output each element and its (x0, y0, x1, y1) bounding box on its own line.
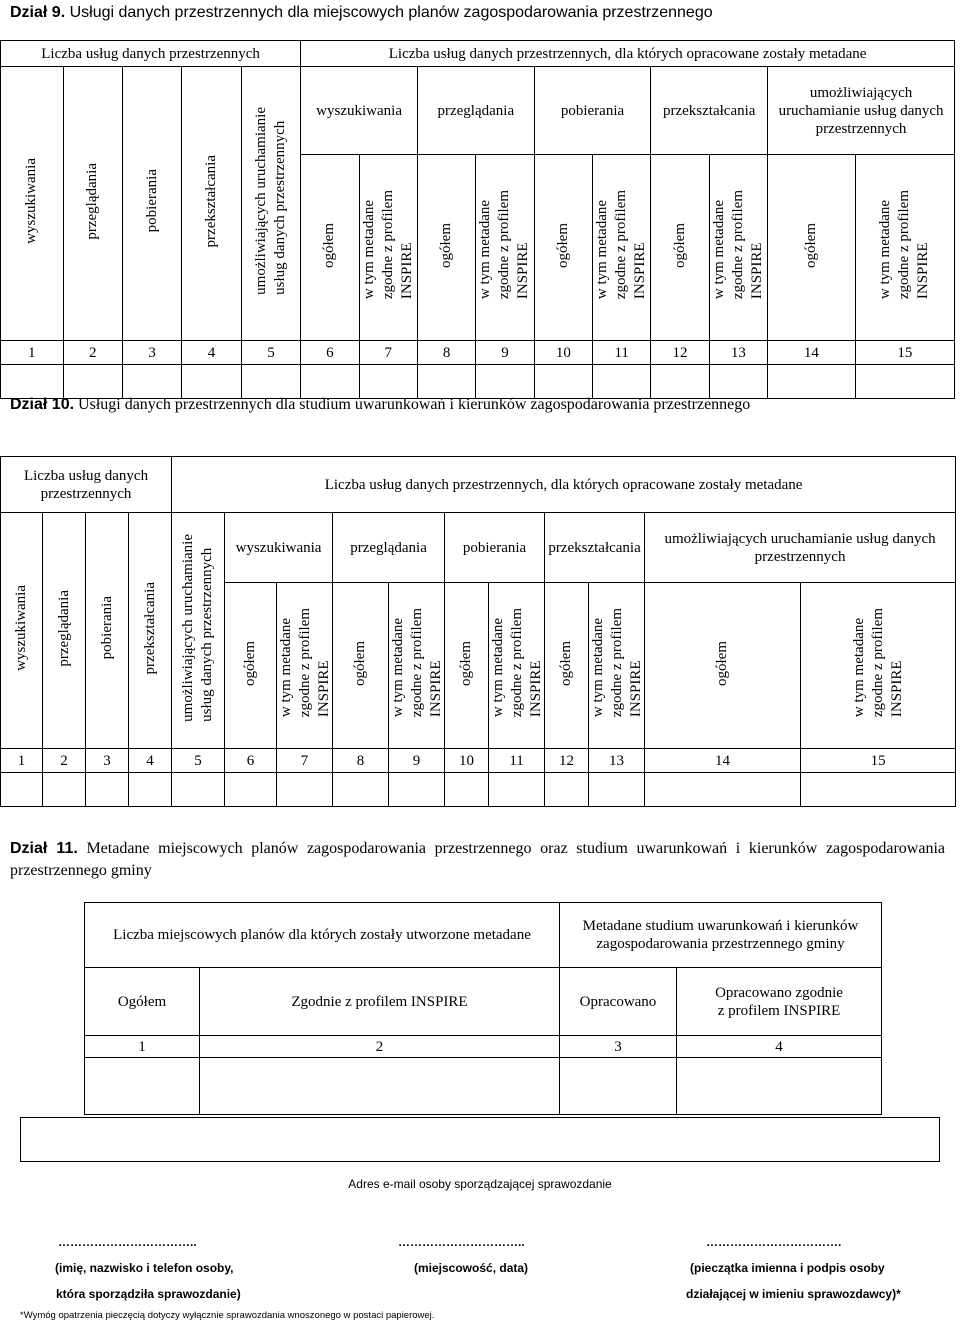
dzial9-num: 15 (855, 341, 954, 365)
dzial11-num: 4 (677, 1036, 882, 1058)
dzial10-num: 12 (545, 749, 589, 773)
dzial10-title: Dział 10. Usługi danych przestrzennych dla studium uwarunkowań i kierunków zagospodarowania przestrzennego (10, 396, 751, 413)
dzial9-sub-przeksztalcania: przekształcania (651, 67, 768, 155)
dzial10-num: 3 (86, 749, 129, 773)
dzial10-input-cell[interactable] (172, 773, 225, 807)
dzial9-sub-wyszukiwania: wyszukiwania (301, 67, 418, 155)
dzial10-num: 11 (489, 749, 545, 773)
dzial10-input-cell[interactable] (645, 773, 801, 807)
dzial10-col-przegladania: przeglądania (43, 513, 86, 749)
dzial9-wtym-1: w tym metadane zgodne z profilem INSPIRE (359, 155, 417, 341)
dzial11-input-cell[interactable] (200, 1058, 560, 1115)
dzial9-ogolem-4: ogółem (651, 155, 709, 341)
signature-caption-3a: (pieczątka imienna i podpis osoby (690, 1261, 885, 1275)
dzial9-col-pobierania: pobierania (122, 67, 181, 341)
dzial10-sub-wyszukiwania: wyszukiwania (225, 513, 333, 583)
dzial11-input-cell[interactable] (677, 1058, 882, 1115)
dzial10-group-right: Liczba usług danych przestrzennych, dla których opracowane zostały metadane (172, 457, 956, 513)
dzial10-ogolem-4: ogółem (545, 583, 589, 749)
dzial11-num: 1 (85, 1036, 200, 1058)
dzial9-sub-pobierania: pobierania (534, 67, 651, 155)
dzial10-col-pobierania: pobierania (86, 513, 129, 749)
dzial11-ogolem: Ogółem (85, 968, 200, 1036)
dzial10-sub-przeksztalcania: przekształcania (545, 513, 645, 583)
dzial9-ogolem-1: ogółem (301, 155, 359, 341)
dzial9-num: 3 (122, 341, 181, 365)
dzial10-input-cell[interactable] (225, 773, 277, 807)
dzial9-num: 5 (241, 341, 300, 365)
dzial9-col-wyszukiwania: wyszukiwania (1, 67, 64, 341)
dzial10-num: 6 (225, 749, 277, 773)
dzial10-num: 2 (43, 749, 86, 773)
dzial10-input-cell[interactable] (333, 773, 389, 807)
dzial10-input-cell[interactable] (86, 773, 129, 807)
dzial9-num: 14 (768, 341, 856, 365)
dzial11-zgodnie: Zgodnie z profilem INSPIRE (200, 968, 560, 1036)
dzial9-num: 13 (709, 341, 767, 365)
dzial10-input-cell[interactable] (129, 773, 172, 807)
dzial10-input-cell[interactable] (801, 773, 956, 807)
dzial9-num: 4 (182, 341, 241, 365)
dzial10-num: 5 (172, 749, 225, 773)
dzial10-num: 7 (277, 749, 333, 773)
dzial10-num: 14 (645, 749, 801, 773)
dzial11-input-cell[interactable] (85, 1058, 200, 1115)
signature-dots-1: …………………………….. (58, 1235, 197, 1249)
dzial9-sub-umozliwiajacych: umożliwiających uruchamianie usług danych przestrzennych (768, 67, 955, 155)
dzial11-group-left: Liczba miejscowych planów dla których zostały utworzone metadane (85, 903, 560, 968)
dzial9-ogolem-5: ogółem (768, 155, 856, 341)
signature-caption-2: (miejscowość, data) (414, 1261, 529, 1275)
dzial9-num: 12 (651, 341, 709, 365)
dzial10-sub-pobierania: pobierania (445, 513, 545, 583)
dzial11-table (84, 902, 882, 1115)
dzial10-input-cell[interactable] (545, 773, 589, 807)
dzial10-col-wyszukiwania: wyszukiwania (1, 513, 43, 749)
dzial10-table (0, 456, 956, 807)
dzial10-input-cell[interactable] (489, 773, 545, 807)
dzial10-input-cell[interactable] (389, 773, 445, 807)
dzial10-input-cell[interactable] (445, 773, 489, 807)
dzial9-num: 11 (593, 341, 651, 365)
dzial9-col-przeksztalcania: przekształcania (182, 67, 241, 341)
dzial9-col-umozliwiajacych: umożliwiających uruchamianie usług danych przestrzennych (241, 67, 300, 341)
dzial9-wtym-3: w tym metadane zgodne z profilem INSPIRE (593, 155, 651, 341)
dzial10-wtym-1: w tym metadane zgodne z profilem INSPIRE (277, 583, 333, 749)
dzial9-title: Dział 9. Usługi danych przestrzennych dla miejscowych planów zagospodarowania przestrzennego (10, 4, 713, 21)
dzial9-num: 9 (476, 341, 534, 365)
dzial10-num: 4 (129, 749, 172, 773)
dzial9-wtym-4: w tym metadane zgodne z profilem INSPIRE (709, 155, 767, 341)
dzial10-input-cell[interactable] (277, 773, 333, 807)
dzial9-wtym-5: w tym metadane zgodne z profilem INSPIRE (855, 155, 954, 341)
dzial11-num: 3 (560, 1036, 677, 1058)
dzial10-wtym-4: w tym metadane zgodne z profilem INSPIRE (589, 583, 645, 749)
dzial10-ogolem-2: ogółem (333, 583, 389, 749)
dzial9-table (0, 40, 955, 399)
dzial10-col-umozliwiajacych: umożliwiających uruchamianie usług danych przestrzennych (172, 513, 225, 749)
dzial10-input-cell[interactable] (589, 773, 645, 807)
dzial10-input-cell[interactable] (43, 773, 86, 807)
signature-dots-3: ……………………………. (706, 1235, 842, 1249)
dzial9-num: 2 (63, 341, 122, 365)
dzial11-opracowano-zgodnie: Opracowano zgodnie z profilem INSPIRE (677, 968, 882, 1036)
signature-caption-1a: (imię, nazwisko i telefon osoby, (55, 1261, 234, 1275)
dzial9-group-right: Liczba usług danych przestrzennych, dla których opracowane zostały metadane (301, 41, 955, 67)
dzial10-input-cell[interactable] (1, 773, 43, 807)
dzial10-col-przeksztalcania: przekształcania (129, 513, 172, 749)
dzial10-sub-umozliwiajacych: umożliwiających uruchamianie usług danych przestrzennych (645, 513, 956, 583)
signature-dots-2: ………………………….. (398, 1235, 525, 1249)
dzial9-num: 7 (359, 341, 417, 365)
dzial10-ogolem-3: ogółem (445, 583, 489, 749)
dzial10-num: 9 (389, 749, 445, 773)
dzial9-num: 8 (417, 341, 475, 365)
dzial11-input-cell[interactable] (560, 1058, 677, 1115)
dzial9-col-przegladania: przeglądania (63, 67, 122, 341)
dzial9-ogolem-3: ogółem (534, 155, 592, 341)
dzial10-wtym-2: w tym metadane zgodne z profilem INSPIRE (389, 583, 445, 749)
dzial11-num: 2 (200, 1036, 560, 1058)
dzial10-sub-przegladania: przeglądania (333, 513, 445, 583)
dzial9-num: 10 (534, 341, 592, 365)
dzial9-group-left: Liczba usług danych przestrzennych (1, 41, 301, 67)
dzial9-num: 1 (1, 341, 64, 365)
dzial9-num: 6 (301, 341, 359, 365)
signature-caption-1b: która sporządziła sprawozdanie) (56, 1287, 241, 1301)
dzial10-wtym-5: w tym metadane zgodne z profilem INSPIRE (801, 583, 956, 749)
dzial10-num: 1 (1, 749, 43, 773)
signature-caption-3b: działającej w imieniu sprawozdawcy)* (686, 1287, 901, 1301)
dzial10-wtym-3: w tym metadane zgodne z profilem INSPIRE (489, 583, 545, 749)
dzial9-sub-przegladania: przeglądania (417, 67, 534, 155)
footnote: *Wymóg opatrzenia pieczęcią dotyczy wyłącznie sprawozdania wnoszonego w postaci papierowej. (20, 1310, 435, 1321)
dzial10-num: 10 (445, 749, 489, 773)
dzial10-num: 15 (801, 749, 956, 773)
dzial10-ogolem-1: ogółem (225, 583, 277, 749)
email-input-box[interactable] (20, 1117, 940, 1162)
dzial11-group-right: Metadane studium uwarunkowań i kierunków zagospodarowania przestrzennego gminy (560, 903, 882, 968)
dzial9-ogolem-2: ogółem (417, 155, 475, 341)
dzial10-num: 13 (589, 749, 645, 773)
dzial9-wtym-2: w tym metadane zgodne z profilem INSPIRE (476, 155, 534, 341)
dzial10-group-left: Liczba usług danych przestrzennych (1, 457, 172, 513)
dzial11-title: Dział 11. Metadane miejscowych planów zagospodarowania przestrzennego oraz studium uwarunkowań i kierunków zagospodarowania przestrzennego gminy (10, 840, 946, 879)
email-label: Adres e-mail osoby sporządzającej sprawozdanie (348, 1177, 612, 1191)
dzial11-opracowano: Opracowano (560, 968, 677, 1036)
dzial10-ogolem-5: ogółem (645, 583, 801, 749)
dzial10-num: 8 (333, 749, 389, 773)
